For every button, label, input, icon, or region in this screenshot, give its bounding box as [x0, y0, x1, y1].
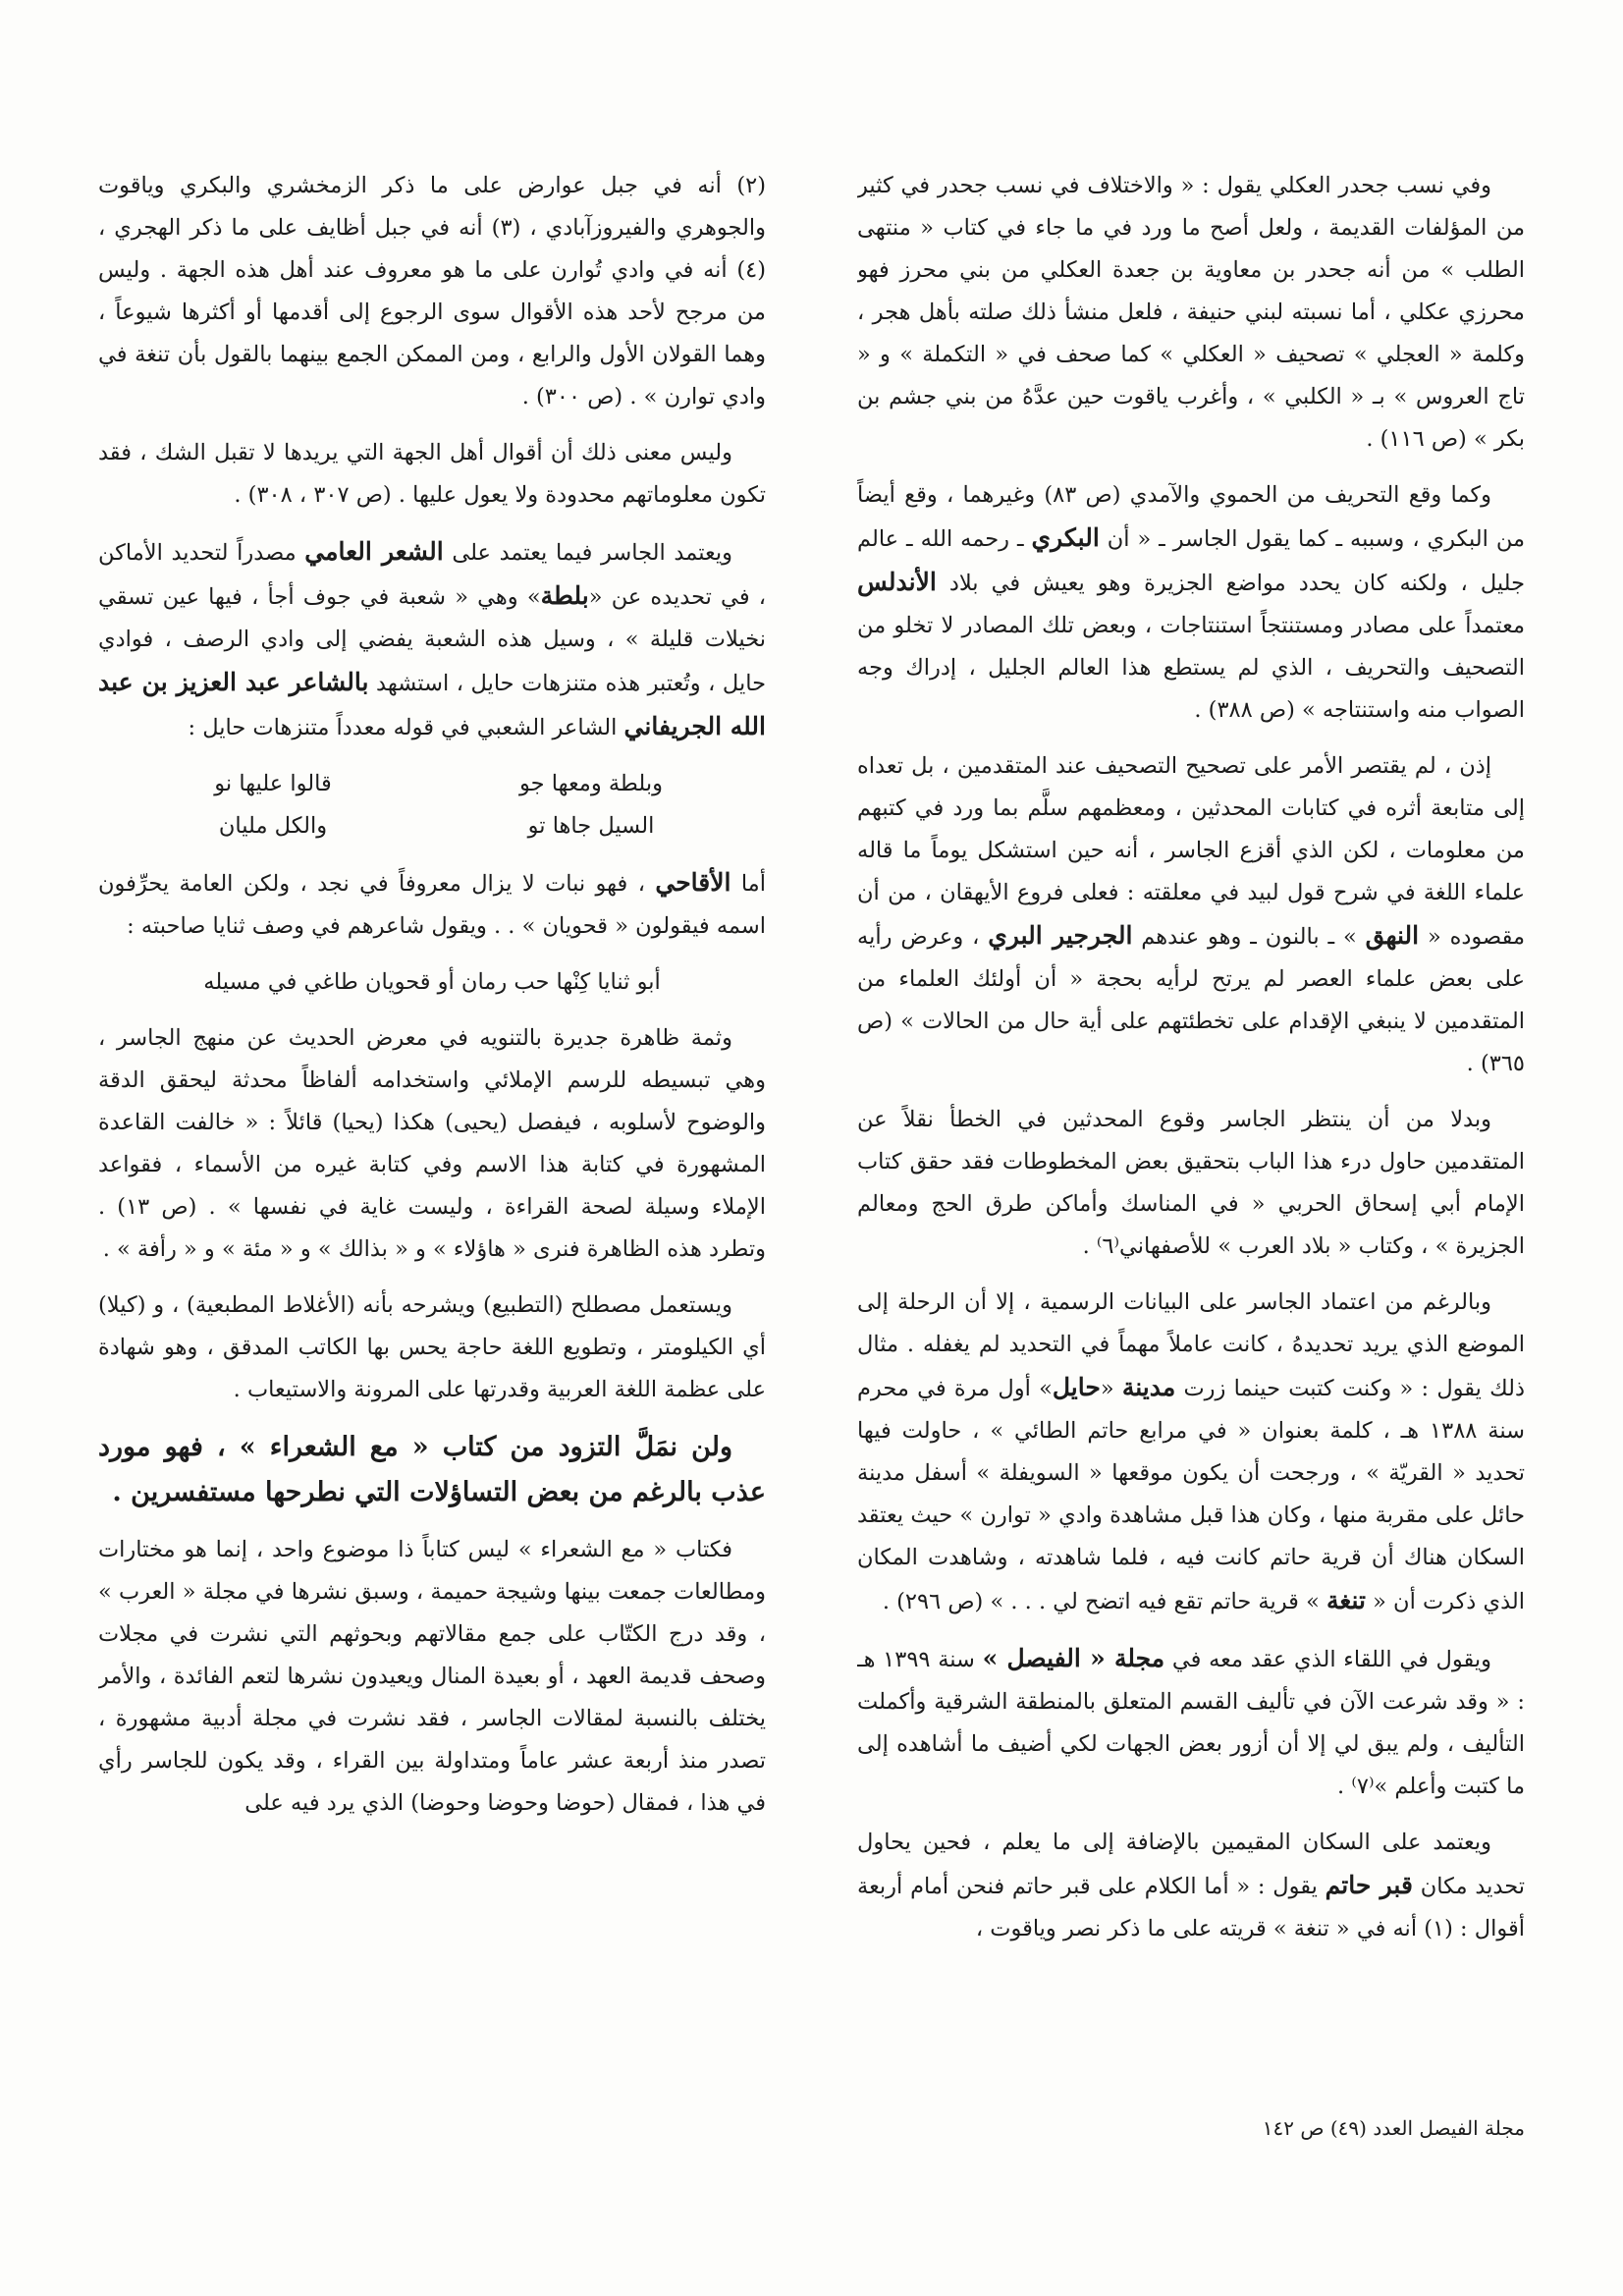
- emphasis: النهق: [1365, 921, 1420, 950]
- two-column-layout: [98, 165, 1525, 2011]
- verse: [98, 805, 766, 847]
- left-column: [98, 165, 766, 2011]
- poem: [98, 763, 766, 847]
- paragraph: وكما وقع التحريف من الحموي والآمدي (ص ٨٣) وغيرهما ، وقع أيضاً من البكري ، وسببه ـ كما يقول الجاسر ـ « أن البكري ـ رحمه الله ـ عالم جليل ، ولكنه كان يحدد مواضع الجزيرة وهو يعيش في بلاد الأندلس معتمداً على مصادر ومستنتجاً استنتاجات ، وبعض تلك المصادر لا تخلو من التصحيف والتحريف ، الذي لم يستطع هذا العالم الجليل ، إدراك وجه الصواب منه واستنتاجه » (ص ٣٨٨) .: [857, 482, 1525, 723]
- hemistich: قالوا عليها نو: [214, 771, 332, 796]
- paragraph: وفي نسب جحدر العكلي يقول : « والاختلاف في نسب جحدر في كثير من المؤلفات القديمة ، ولعل أصح ما ورد في ما جاء في كتاب « منتهى الطلب » من أنه جحدر بن معاوية بن جعدة العكلي من بني محرز فهو محرزي عكلي ، أما نسبته لبني حنيفة ، فلعل منشأ ذلك صلته بأهل هجر ، وكلمة « العجلي » تصحيف « العكلي » كما صحف في « التكملة » و « تاج العروس » بـ « الكلبي » ، وأغرب ياقوت حين عدَّهُ من بني جشم بن بكر » (ص ١١٦) .: [857, 173, 1525, 452]
- emphasis: تنغة: [1326, 1586, 1366, 1614]
- emphasis: حايل: [1052, 1373, 1101, 1401]
- paragraph: وليس معنى ذلك أن أقوال أهل الجهة التي يريدها لا تقبل الشك ، فقد تكون معلوماتهم محدودة ولا يعول عليها . (ص ٣٠٧ ، ٣٠٨) .: [98, 440, 766, 508]
- hemistich: وبلطة ومعها جو: [519, 771, 663, 796]
- paragraph: وثمة ظاهرة جديرة بالتنويه في معرض الحديث عن منهج الجاسر ، وهي تبسيطه للرسم الإملائي واستخدامه ألفاظاً محدثة ليحقق الدقة والوضوح لأسلوبه ، فيفصل (يحيى) هكذا (يحيا) قائلاً : « خالفت القاعدة المشهورة في كتابة هذا الاسم وفي كتابة غيره من الأسماء ، فقواعد الإملاء وسيلة لصحة القراءة ، وليست غاية في نفسها » . (ص ١٣) . وتطرد هذه الظاهرة فنرى « هاؤلاء » و « بذالك » و « مئة » و « رأفة » .: [98, 1025, 766, 1262]
- emphasis: بالشاعر عبد العزيز بن عبد الله الجريفاني: [98, 668, 766, 740]
- verse: [98, 763, 766, 805]
- paragraph: (٢) أنه في جبل عوارض على ما ذكر الزمخشري والبكري وياقوت والجوهري والفيروزآبادي ، (٣) أنه في جبل أظايف على ما ذكر الهجري ، (٤) أنه في وادي تُوارن على ما هو معروف عند أهل هذه الجهة . وليس من مرجح لأحد هذه الأقوال سوى الرجوع إلى أقدمها أو أكثرها شيوعاً ، وهما القولان الأول والرابع ، ومن الممكن الجمع بينهما بالقول بأن تنغة في وادي توارن » . (ص ٣٠٠) .: [98, 173, 766, 410]
- emphasis: البكري: [1031, 523, 1100, 552]
- paragraph: إذن ، لم يقتصر الأمر على تصحيح التصحيف عند المتقدمين ، بل تعداه إلى متابعة أثره في كتابات المحدثين ، ومعظمهم سلَّم بما ورد في كتبهم من معلومات ، لكن الذي أقزع الجاسر ، أنه حين استشكل يوماً ما قاله علماء اللغة في شرح قول لبيد في معلقته : فعلى فروع الأيهقان ، من أن مقصوده « النهق » ـ بالنون ـ وهو عندهم الجرجير البري ، وعرض رأيه على بعض علماء العصر لم يرتح لرأيه بحجة « أن أولئك العلماء من المتقدمين لا ينبغي الإقدام على تخطئتهم على أية حال من الحالات » (ص ٣٦٥) .: [857, 753, 1525, 1076]
- paragraph: وبدلا من أن ينتظر الجاسر وقوع المحدثين في الخطأ نقلاً عن المتقدمين حاول درء هذا الباب بتحقيق بعض المخطوطات فقد حقق كتاب الإمام أبي إسحاق الحربي « في المناسك وأماكن طرق الحج ومعالم الجزيرة » ، وكتاب « بلاد العرب » للأصفهاني⁽٦⁾ .: [857, 1107, 1525, 1259]
- paragraph: ويستعمل مصطلح (التطبيع) ويشرحه بأنه (الأغلاط المطبعية) ، و (كيلا) أي الكيلومتر ، وتطويع اللغة حاجة يحس بها الكاتب المدقق ، وهو شهادة على عظمة اللغة العربية وقدرتها على المرونة والاستيعاب .: [98, 1292, 766, 1402]
- emphasis: قبر حاتم: [1325, 1871, 1413, 1899]
- emphasis: مجلة « الفيصل »: [982, 1644, 1165, 1672]
- paragraph: وبالرغم من اعتماد الجاسر على البيانات الرسمية ، إلا أن الرحلة إلى الموضع الذي يريد تحديدهُ ، كانت عاملاً مهماً في التحديد لم يغفله . مثال ذلك يقول : « وكنت كتبت حينما زرت مدينة «حايل» أول مرة في محرم سنة ١٣٨٨ هـ ، كلمة بعنوان « في مرابع حاتم الطائي » ، حاولت فيها تحديد « القريّة » ، ورجحت أن يكون موقعها « السويفلة » أسفل مدينة حائل على مقربة منها ، وكان هذا قبل مشاهدة وادي « توارن » حيث يعتقد السكان هناك أن قرية حاتم كانت فيه ، فلما شاهدته ، وشاهدت المكان الذي ذكرت أن « تنغة » قرية حاتم تقع فيه اتضح لي . . . » (ص ٢٩٦) .: [857, 1289, 1525, 1614]
- hemistich: والكل مليان: [218, 813, 328, 839]
- right-column: [857, 165, 1525, 2011]
- emphasis: الأقاحي: [655, 868, 731, 897]
- emphasis: الأندلس: [857, 568, 937, 596]
- paragraph: ويعتمد على السكان المقيمين بالإضافة إلى ما يعلم ، فحين يحاول تحديد مكان قبر حاتم يقول : « أما الكلام على قبر حاتم فنحن أمام أربعة أقوال : (١) أنه في « تنغة » قريته على ما ذكر نصر وياقوت ،: [857, 1830, 1525, 1941]
- paragraph: ويقول في اللقاء الذي عقد معه في مجلة « الفيصل » سنة ١٣٩٩ هـ : « وقد شرعت الآن في تأليف القسم المتعلق بالمنطقة الشرقية وأكملت التأليف ، ولم يبق لي إلا أن أزور بعض الجهات لكي أضيف ما أشاهده إلى ما كتبت وأعلم »⁽٧⁾ .: [857, 1644, 1525, 1799]
- emphasis: بلطة: [540, 581, 589, 610]
- verse: أبو ثنايا كِنْها حب رمان أو قحويان طاغي في مسيله: [203, 969, 661, 995]
- emphasis: الشعر العامي: [304, 537, 444, 566]
- lead-paragraph: ولن نمَلَّ التزود من كتاب « مع الشعراء » ، فهو مورد عذب بالرغم من بعض التساؤلات التي نطرحها مستفسرين .: [98, 1432, 766, 1507]
- paragraph: فكتاب « مع الشعراء » ليس كتاباً ذا موضوع واحد ، إنما هو مختارات ومطالعات جمعت بينها وشيجة حميمة ، وسبق نشرها في مجلة « العرب » ، وقد درج الكتّاب على جمع مقالاتهم وبحوثهم التي نشرت في مجلات وصحف قديمة العهد ، أو بعيدة المنال ويعيدون نشرها لتعم الفائدة ، والأمر يختلف بالنسبة لمقالات الجاسر ، فقد نشرت في مجلة أدبية مشهورة ، تصدر منذ أربعة عشر عاماً ومتداولة بين القراء ، وقد يكون للجاسر رأي في هذا ، فمقال (حوضا وحوضا وحوضا) الذي يرد فيه على: [98, 1537, 766, 1816]
- page-footer: مجلة الفيصل العدد (٤٩) ص ١٤٢: [1262, 2116, 1525, 2140]
- paragraph: ويعتمد الجاسر فيما يعتمد على الشعر العامي مصدراً لتحديد الأماكن ، في تحديده عن «بلطة» وهي « شعبة في جوف أجأ ، فيها عين تسقي نخيلات قليلة » ، وسيل هذه الشعبة يفضي إلى وادي الرصف ، فوادي حايل ، وتُعتبر هذه متنزهات حايل ، استشهد بالشاعر عبد العزيز بن عبد الله الجريفاني الشاعر الشعبي في قوله معدداً متنزهات حايل :: [98, 537, 766, 740]
- paragraph: أما الأقاحي ، فهو نبات لا يزال معروفاً في نجد ، ولكن العامة يحرِّفون اسمه فيقولون « قحويان » . . ويقول شاعرهم في وصف ثنايا صاحبته :: [98, 868, 766, 939]
- emphasis: مدينة: [1121, 1373, 1176, 1401]
- emphasis: الجرجير البري: [988, 921, 1133, 950]
- hemistich: السيل جاها تو: [527, 813, 655, 839]
